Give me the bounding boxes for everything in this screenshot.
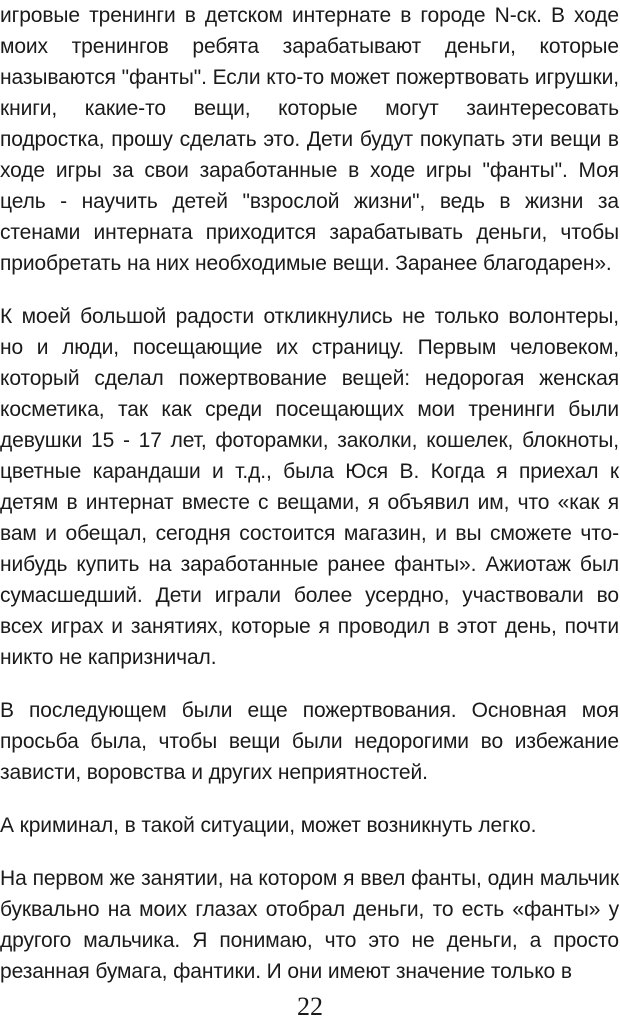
paragraph: В последующем были еще пожертвования. Основная моя просьба была, чтобы вещи были недорогими во избежание зависти, воровства и других неприятностей. xyxy=(0,699,619,784)
paragraph: игровые тренинги в детском интернате в городе N-ск. В ходе моих тренингов ребята зарабатывают деньги, которые называются "фанты". Если кто-то может пожертвовать игрушки, книги, какие-то вещи, которые могут заинтересовать подростка, прошу сделать это. Дети будут покупать эти вещи в ходе игры за свои заработанные в ходе игры "фанты". Моя цель - научить детей "взрослой жизни", ведь в жизни за стенами интерната приходится зарабатывать деньги, чтобы приобретать на них необходимые вещи. Заранее благодарен». xyxy=(0,4,619,275)
paragraph: К моей большой радости откликнулись не только волонтеры, но и люди, посещающие их страницу. Первым человеком, который сделал пожертвование вещей: недорогая женская косметика, так как среди посещающих мои тренинги были девушки 15 - 17 лет, фоторамки, заколки, кошелек, блокноты, цветные карандаши и т.д., была Юся В. Когда я приехал к детям в интернат вместе с вещами, я объявил им, что «как я вам и обещал, сегодня состоится магазин, и вы сможете что-нибудь купить на заработанные ранее фанты». Ажиотаж был сумасшедший. Дети играли более усердно, участвовали во всех играх и занятиях, которые я проводил в этот день, почти никто не капризничал. xyxy=(0,305,619,669)
paragraph: На первом же занятии, на котором я ввел фанты, один мальчик буквально на моих глазах отобрал деньги, то есть «фанты» у другого мальчика. Я понимаю, что это не деньги, а просто резанная бумага, фантики. И они имеют значение только в xyxy=(0,867,619,983)
paragraph: А криминал, в такой ситуации, может возникнуть легко. xyxy=(0,814,537,837)
page-number: 22 xyxy=(297,992,323,1021)
